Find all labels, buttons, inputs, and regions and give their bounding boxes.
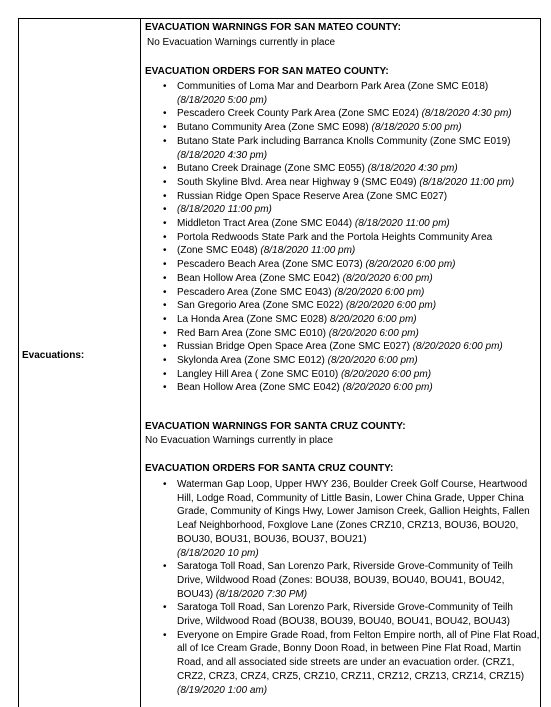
order-text: Butano Creek Drainage (Zone SMC E055): [177, 163, 365, 175]
order-text: Waterman Gap Loop, Upper HWY 236, Boulder Creek Golf Course, Heartwood Hill, Lodge Road, Community of Little Basin, Lower China Grade, Upper China Grade, Community of Kings Hwy, Lower Jamison Creek, Gallion Heights, Fallen Leaf Neighborhood, Foxglove Lane (Zones CRZ10, CRZ13, BOU36, BOU20, BOU30, BOU31, BOU36, BOU37, BOU21): [177, 479, 530, 545]
list-item: [145, 313, 540, 327]
bullet-icon: •: [163, 272, 167, 284]
order-text: Saratoga Toll Road, San Lorenzo Park, Riverside Grove-Community of Teilh Drive, Wildwood Road (Zones: BOU38, BOU39, BOU40, BOU41, BOU42, BOU43): [177, 561, 513, 600]
order-date: (8/18/2020 11:00 pm): [260, 245, 356, 257]
order-text: Russian Ridge Open Space Reserve Area (Zone SMC E027): [177, 190, 448, 202]
bullet-icon: •: [163, 176, 167, 188]
order-text: Skylonda Area (Zone SMC E012): [177, 355, 325, 367]
order-date: 8/20/2020 6:00 pm): [329, 313, 417, 325]
order-date: (8/18/2020 11:00 pm): [419, 176, 515, 188]
bullet-icon: •: [163, 204, 167, 216]
list-item: [145, 368, 540, 382]
bullet-icon: •: [163, 313, 167, 325]
order-date: (8/20/2020 6:00 pm): [342, 272, 433, 284]
bullet-icon: •: [163, 286, 167, 298]
list-item: [145, 217, 540, 231]
order-date: (8/18/2020 4:30 pm): [177, 149, 268, 161]
list-item: [145, 327, 540, 341]
order-text: Middleton Tract Area (Zone SMC E044): [177, 218, 353, 230]
bullet-icon: •: [163, 231, 167, 243]
bullet-icon: •: [163, 81, 167, 92]
bullet-icon: •: [163, 218, 167, 230]
list-item: [145, 340, 540, 354]
order-date: (8/18/2020 4:30 pm): [367, 163, 458, 175]
bullet-icon: •: [163, 122, 167, 134]
list-item: [145, 601, 540, 628]
order-text: Langley Hill Area ( Zone SMC E010): [177, 368, 339, 380]
order-date: (8/20/2020 6:00 pm): [342, 382, 433, 394]
list-item: [145, 354, 540, 368]
list-item: [145, 162, 540, 176]
list-item: [145, 478, 540, 560]
bullet-icon: •: [163, 479, 167, 490]
bullet-icon: •: [163, 355, 167, 367]
order-text: Portola Redwoods State Park and the Portola Heights Community Area: [177, 231, 493, 243]
order-text: Bean Hollow Area (Zone SMC E042): [177, 382, 340, 394]
list-item: [145, 176, 540, 190]
bullet-icon: •: [163, 190, 167, 202]
order-text: Red Barn Area (Zone SMC E010): [177, 327, 326, 339]
order-text: (Zone SMC E048): [177, 245, 258, 257]
list-item: [145, 80, 540, 107]
scc-warnings-title: EVACUATION WARNINGS FOR SANTA CRUZ COUNTY:: [145, 421, 406, 432]
list-item: [145, 244, 540, 258]
bullet-icon: •: [163, 245, 167, 257]
list-item: [145, 381, 540, 395]
order-text: Pescadero Beach Area (Zone SMC E073): [177, 259, 363, 271]
list-item: [145, 560, 540, 601]
bullet-icon: •: [163, 368, 167, 380]
row-label-cell: [19, 19, 141, 707]
list-item: [145, 107, 540, 121]
order-date: (8/18/2020 10 pm): [177, 547, 259, 559]
order-date: (8/20/2020 6:00 pm): [334, 286, 425, 298]
order-date: (8/20/2020 6:00 pm): [412, 341, 503, 353]
list-item: [145, 121, 540, 135]
scc-warnings-text: No Evacuation Warnings currently in place: [145, 435, 334, 446]
list-item: [145, 299, 540, 313]
evacuations-table: [18, 18, 541, 707]
smc-orders-list: [145, 80, 540, 395]
order-text: Pescadero Creek County Park Area (Zone SMC E024): [177, 108, 419, 120]
scc-orders-list: [145, 478, 540, 697]
bullet-icon: •: [163, 341, 167, 353]
order-text: Bean Hollow Area (Zone SMC E042): [177, 272, 340, 284]
bullet-icon: •: [163, 135, 167, 147]
order-date: (8/18/2020 11:00 pm): [354, 218, 450, 230]
scc-orders-title: EVACUATION ORDERS FOR SANTA CRUZ COUNTY:: [145, 463, 394, 474]
bullet-icon: •: [163, 108, 167, 120]
order-date: (8/20/2020 6:00 pm): [345, 300, 437, 312]
order-text: Communities of Loma Mar and Dearborn Park Area (Zone SMC E018): [177, 81, 489, 92]
order-date: (8/18/2020 7:30 PM): [215, 588, 308, 600]
order-text: Everyone on Empire Grade Road, from Felton Empire north, all of Pine Flat Road, all of Ice Cream Grade, Bonny Doon Road, in between Pine Flat Road, Martin Road, and all associated side streets are under an evacuation order. (CRZ1, CRZ2, CRZ3, CRZ4, CRZ5, CRZ10, CRZ11, CRZ12, CRZ13, CRZ14, CRZ15): [177, 629, 540, 682]
order-date: (8/20/2020 6:00 pm): [327, 355, 418, 367]
order-date: (8/18/2020 5:00 pm): [371, 122, 462, 134]
order-text: South Skyline Blvd. Area near Highway 9 (SMC E049): [177, 176, 417, 188]
list-item: [145, 258, 540, 272]
order-text: Butano State Park including Barranca Knolls Community (Zone SMC E019): [177, 135, 511, 147]
bullet-icon: •: [163, 327, 167, 339]
bullet-icon: •: [163, 259, 167, 271]
order-date: (8/20/2020 6:00 pm): [365, 259, 456, 271]
smc-warnings-title: EVACUATION WARNINGS FOR SAN MATEO COUNTY:: [145, 22, 401, 33]
bullet-icon: •: [163, 602, 167, 614]
bullet-icon: •: [163, 300, 167, 312]
list-item: [145, 203, 540, 217]
order-date: (8/20/2020 6:00 pm): [328, 327, 419, 339]
bullet-icon: •: [163, 561, 167, 573]
list-item: [145, 135, 540, 162]
order-text: Russian Bridge Open Space Area (Zone SMC E027): [177, 341, 410, 353]
order-date: (8/18/2020 11:00 pm): [177, 204, 272, 216]
row-label: Evacuations:: [22, 350, 85, 361]
order-date: (8/20/2020 6:00 pm): [340, 368, 432, 380]
order-text: La Honda Area (Zone SMC E028): [177, 313, 328, 325]
smc-orders-title: EVACUATION ORDERS FOR SAN MATEO COUNTY:: [145, 66, 389, 77]
order-date: (8/19/2020 1:00 am): [177, 684, 268, 696]
order-date: (8/18/2020 4:30 pm): [421, 108, 512, 120]
list-item: [145, 190, 540, 204]
order-date: (8/18/2020 5:00 pm): [177, 94, 268, 106]
order-text: Saratoga Toll Road, San Lorenzo Park, Riverside Grove-Community of Teilh Drive, Wildwood Road (BOU38, BOU39, BOU40, BOU41, BOU42, BOU43): [177, 602, 513, 628]
smc-warnings-text: No Evacuation Warnings currently in place: [147, 37, 336, 48]
list-item: [145, 629, 540, 698]
list-item: [145, 272, 540, 286]
bullet-icon: •: [163, 163, 167, 175]
list-item: [145, 231, 540, 245]
order-text: Butano Community Area (Zone SMC E098): [177, 122, 369, 134]
bullet-icon: •: [163, 382, 167, 394]
list-item: [145, 286, 540, 300]
order-text: Pescadero Area (Zone SMC E043): [177, 286, 332, 298]
bullet-icon: •: [163, 629, 167, 641]
order-text: San Gregorio Area (Zone SMC E022): [177, 300, 344, 312]
